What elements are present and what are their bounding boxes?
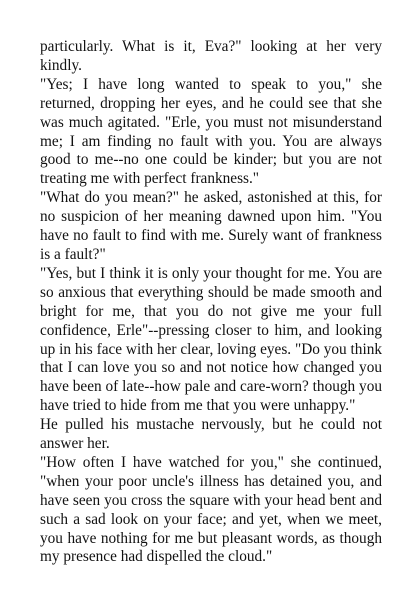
paragraph: "Yes, but I think it is only your thought for me. You are so anxious that everything should be made smooth and bright for me, that you do not give me your full confidence, Erle"--pressing closer to him, and looking up in his face with her clear, loving eyes. "Do you think that I can love you so and not notice how changed you have been of late--how pale and care-worn? though you have tried to hide from me that you were unhappy."	[40, 264, 382, 415]
paragraph: "How often I have watched for you," she continued, "when your poor uncle's illness has detained you, and have seen you cross the square with your head bent and such a sad look on your face; and yet, when we meet, you have nothing for me but pleasant words, as though my presence had dispelled the cloud."	[40, 453, 382, 566]
paragraph: "Yes; I have long wanted to speak to you," she returned, dropping her eyes, and he could see that she was much agitated. "Erle, you must not misunderstand me; I am finding no fault with you. You are always good to me--no one could be kinder; but you are not treating me with perfect frankness."	[40, 75, 382, 188]
paragraph: He pulled his mustache nervously, but he could not answer her.	[40, 416, 382, 453]
page-text	[40, 38, 382, 567]
paragraph: particularly. What is it, Eva?" looking at her very kindly.	[40, 38, 382, 74]
paragraph: "What do you mean?" he asked, astonished at this, for no suspicion of her meaning dawned upon him. "You have no fault to find with me. Surely want of frankness is a fault?"	[40, 189, 382, 263]
